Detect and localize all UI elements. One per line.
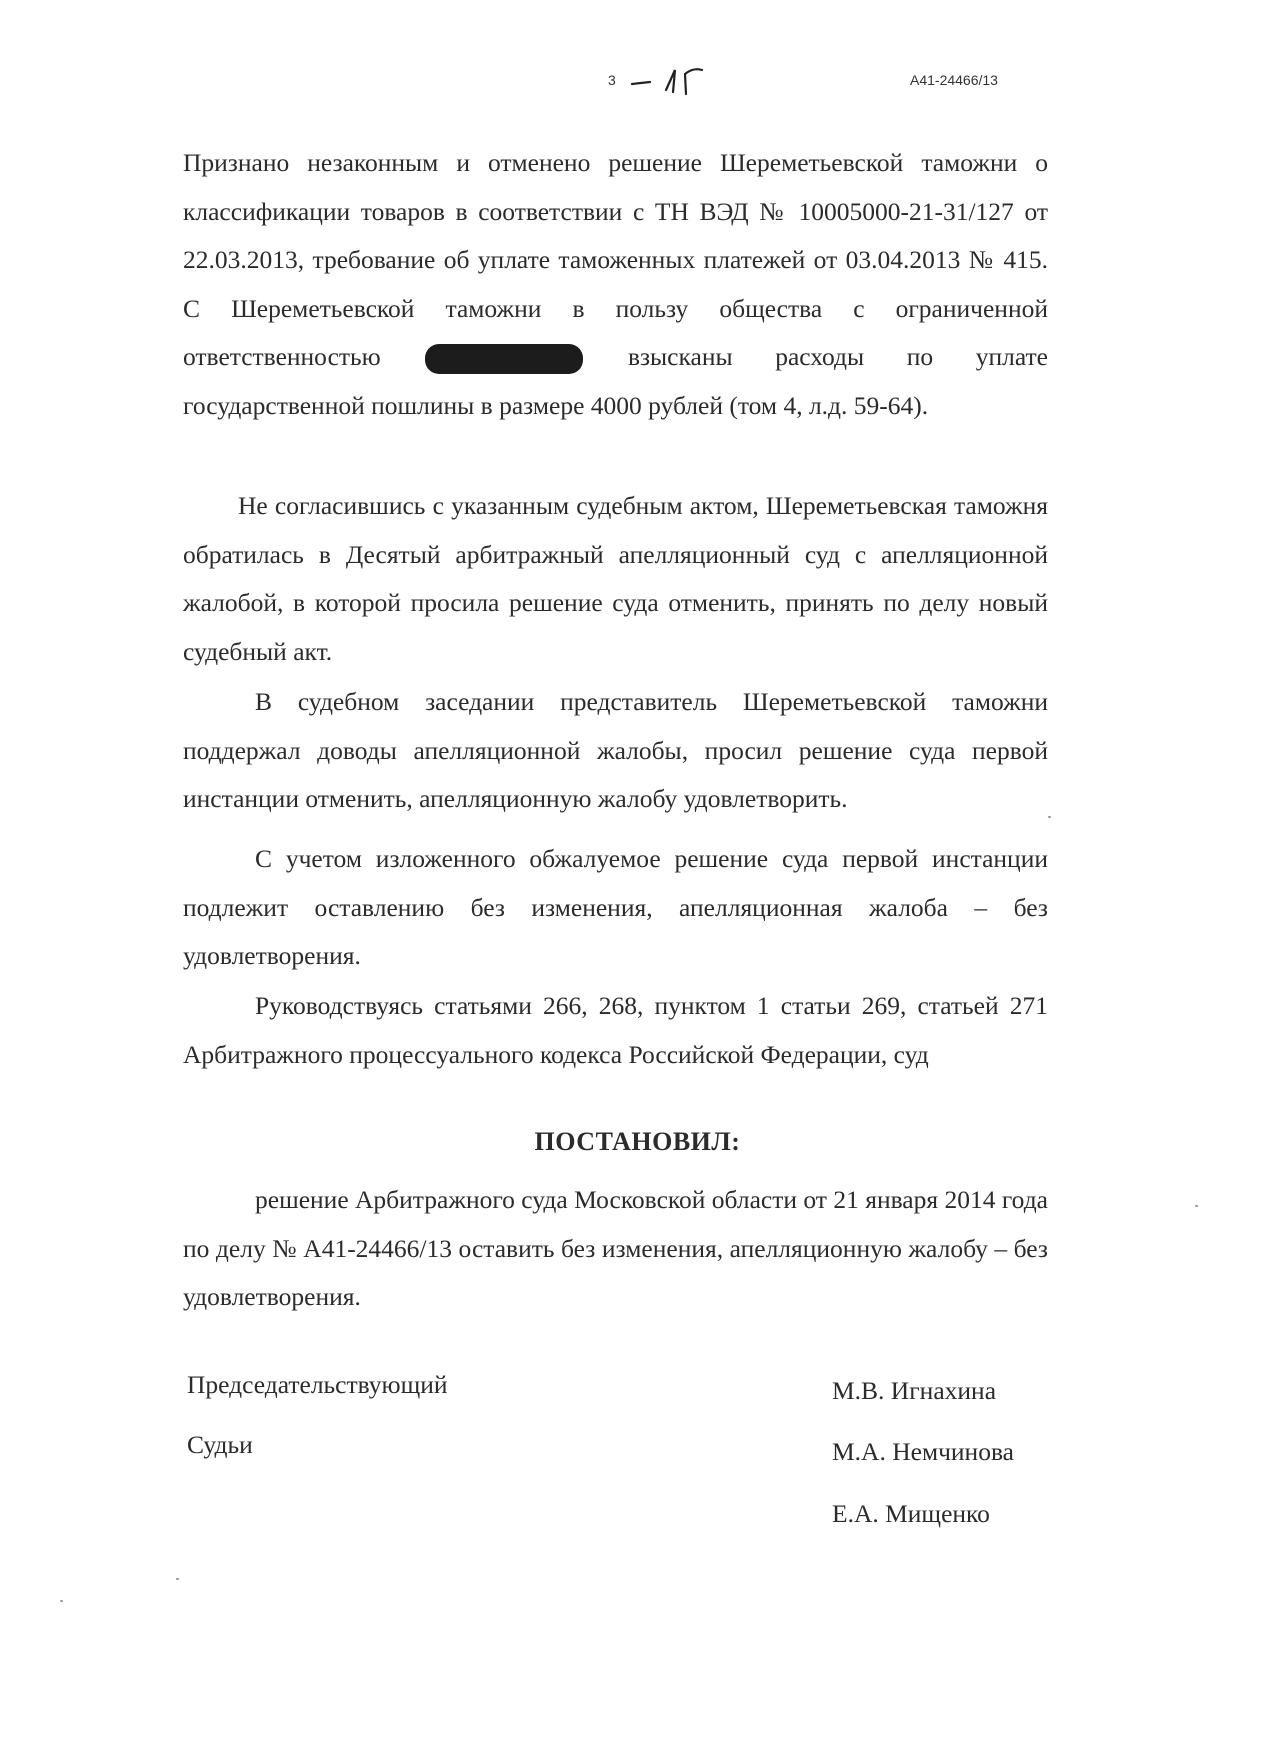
- paragraph-text: взысканы расходы по уплате государственной пошлины в размере 4000 рублей (том 4, л.д. 59-64).: [183, 342, 1049, 420]
- paragraph-legal-basis: Руководствуясь статьями 266, 268, пунктом 1 статьи 269, статьей 271 Арбитражного процессуального кодекса Российской Федерации, суд: [183, 991, 1048, 1069]
- redaction-mark: [425, 344, 583, 374]
- scan-speck: [176, 1578, 179, 1580]
- case-number-header: А41-24466/13: [910, 72, 998, 88]
- paragraph-appeal: Не согласившись с указанным судебным актом, Шереметьевская таможня обратилась в Десятый арбитражный апелляционный суд с апелляционной жалобой, в которой просила решение суда отменить, принять по делу новый судебный акт.: [183, 491, 1048, 666]
- scan-speck: [1048, 816, 1051, 818]
- paragraph-conclusion: С учетом изложенного обжалуемое решение суда первой инстанции подлежит оставлению без изменения, апелляционная жалоба – без удовлетворения.: [183, 844, 1048, 970]
- resolution-text: решение Арбитражного суда Московской области от 21 января 2014 года по делу № А41-24466/13 оставить без изменения, апелляционную жалобу – без удовлетворения.: [183, 1185, 1048, 1311]
- judge-name: М.В. Игнахина: [832, 1376, 997, 1405]
- handwritten-page-mark: [628, 60, 708, 100]
- resolution-heading: ПОСТАНОВИЛ:: [534, 1127, 741, 1156]
- presiding-label: Председательствующий: [187, 1370, 448, 1399]
- judge-name: Е.А. Мищенко: [832, 1499, 990, 1528]
- page-number: 3: [608, 72, 616, 88]
- paragraph-hearing: В судебном заседании представитель Шереметьевской таможни поддержал доводы апелляционной жалобы, просил решение суда первой инстанции отменить, апелляционную жалобу удовлетворить.: [183, 687, 1048, 813]
- scan-speck: [60, 1600, 63, 1602]
- paragraph-text: Признано незаконным и отменено решение Шереметьевской таможни о классификации товаров в соответствии с ТН ВЭД № 10005000-21-31/127 от 22.03.2013, требование об уплате таможенных платежей от 03.04.2013 № 415. С Шереметьевской таможни в пользу общества с ограниченной ответственностью: [183, 148, 1048, 371]
- judges-label: Судьи: [187, 1430, 253, 1459]
- scan-speck: [1195, 1205, 1198, 1207]
- paragraph-decision-summary: [183, 139, 1048, 430]
- judge-name: М.А. Немчинова: [832, 1437, 1014, 1466]
